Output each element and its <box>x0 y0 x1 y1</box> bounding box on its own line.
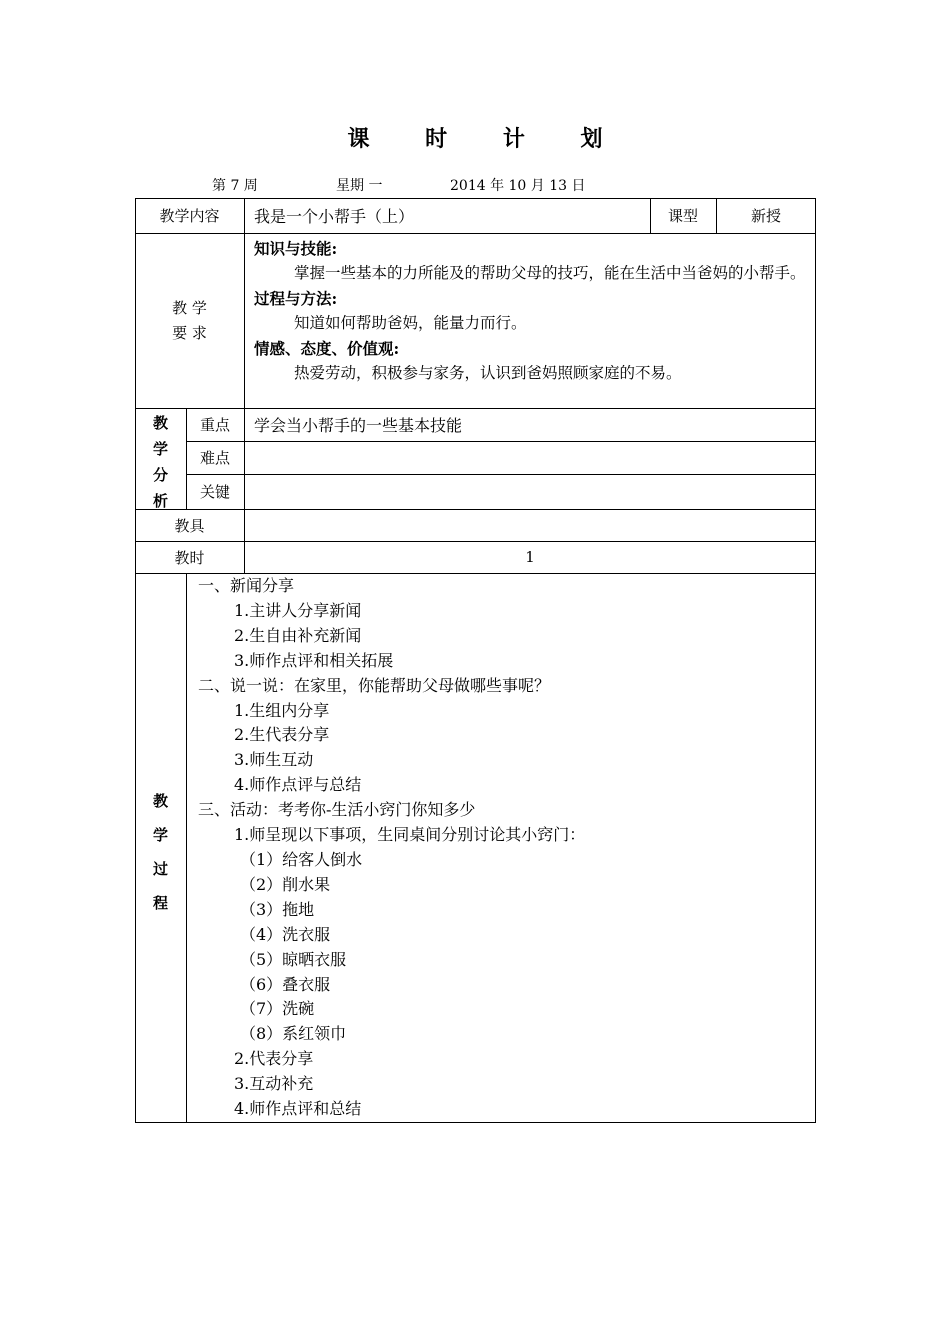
process-step: 2.代表分享 <box>234 1049 314 1069</box>
lesson-date: 2014 年 10 月 13 日 <box>450 178 586 194</box>
emotion-heading: 情感、态度、价值观: <box>254 339 400 358</box>
process-step: 1.主讲人分享新闻 <box>234 600 362 620</box>
process-sub-item: （7）洗碗 <box>240 999 315 1019</box>
title-char: 时 <box>425 126 448 152</box>
hours-label: 教时 <box>174 548 205 567</box>
title-char: 划 <box>580 126 603 152</box>
key-point-label: 重点 <box>199 416 230 434</box>
process-content <box>198 574 808 1122</box>
process-step: 4.师作点评与总结 <box>234 775 362 795</box>
process-step: 1.生组内分享 <box>234 700 330 720</box>
difficulty-label: 难点 <box>199 449 230 467</box>
knowledge-text: 掌握一些基本的力所能及的帮助父母的技巧，能在生活中当爸妈的小帮手。 <box>294 264 806 282</box>
lesson-topic: 我是一个小帮手（上） <box>254 207 415 226</box>
lesson-type-label: 课型 <box>667 207 698 225</box>
process-step: 2.生自由补充新闻 <box>234 625 362 645</box>
title-char: 计 <box>502 126 525 152</box>
difficulty-value <box>254 441 810 474</box>
process-section-heading: 三、活动：考考你-生活小窍门你知多少 <box>198 800 476 820</box>
knowledge-heading: 知识与技能: <box>254 239 338 258</box>
hours-value: 1 <box>525 548 535 566</box>
page-title <box>0 122 950 153</box>
process-sub-item: （2）削水果 <box>240 874 331 894</box>
process-label-char: 教 <box>152 792 168 810</box>
process-label-char: 过 <box>152 860 168 878</box>
key-label: 关键 <box>199 483 230 501</box>
process-sub-item: （3）拖地 <box>240 899 315 919</box>
process-step: 3.互动补充 <box>234 1074 314 1094</box>
process-sub-item: （4）洗衣服 <box>240 924 331 944</box>
requirements-label <box>135 233 244 408</box>
weekday: 星期 一 <box>336 178 383 194</box>
lesson-type-value: 新授 <box>750 207 781 225</box>
process-step: 1.师呈现以下事项，生同桌间分别讨论其小窍门： <box>234 825 586 845</box>
requirements-label-line: 要 求 <box>172 323 207 342</box>
col-divider <box>186 573 187 1123</box>
analysis-label-char: 学 <box>152 440 168 458</box>
key-point-value: 学会当小帮手的一些基本技能 <box>254 416 463 435</box>
process-method-heading: 过程与方法: <box>254 289 338 308</box>
tools-label: 教具 <box>174 516 205 535</box>
tools-value <box>254 509 810 541</box>
requirements-text <box>254 236 810 386</box>
process-section-heading: 二、说一说：在家里，你能帮助父母做哪些事呢？ <box>198 675 551 695</box>
process-step: 3.师生互动 <box>234 750 314 770</box>
analysis-label-char: 析 <box>152 492 168 510</box>
process-label-char: 程 <box>152 894 168 912</box>
process-sub-item: （8）系红领巾 <box>240 1024 347 1044</box>
process-step: 4.师作点评和总结 <box>234 1099 362 1119</box>
week-number: 第 7 周 <box>212 178 258 194</box>
emotion-text: 热爱劳动，积极参与家务，认识到爸妈照顾家庭的不易。 <box>294 364 682 382</box>
key-value <box>254 474 810 509</box>
process-section-heading: 一、新闻分享 <box>198 576 295 595</box>
requirements-label-line: 教 学 <box>172 298 207 317</box>
process-sub-item: （5）晾晒衣服 <box>240 949 347 969</box>
analysis-label-char: 教 <box>152 414 168 432</box>
process-step: 3.师作点评和相关拓展 <box>234 650 394 670</box>
process-step: 2.生代表分享 <box>234 725 330 745</box>
title-char: 课 <box>347 126 370 152</box>
process-method-text: 知道如何帮助爸妈，能量力而行。 <box>294 314 527 332</box>
content-label: 教学内容 <box>159 207 220 225</box>
process-sub-item: （6）叠衣服 <box>240 974 331 994</box>
col-divider <box>244 198 245 573</box>
process-label-char: 学 <box>152 826 168 844</box>
analysis-label-char: 分 <box>152 466 168 484</box>
process-sub-item: （1）给客人倒水 <box>240 849 363 869</box>
analysis-label <box>135 408 186 514</box>
process-label <box>135 784 186 920</box>
